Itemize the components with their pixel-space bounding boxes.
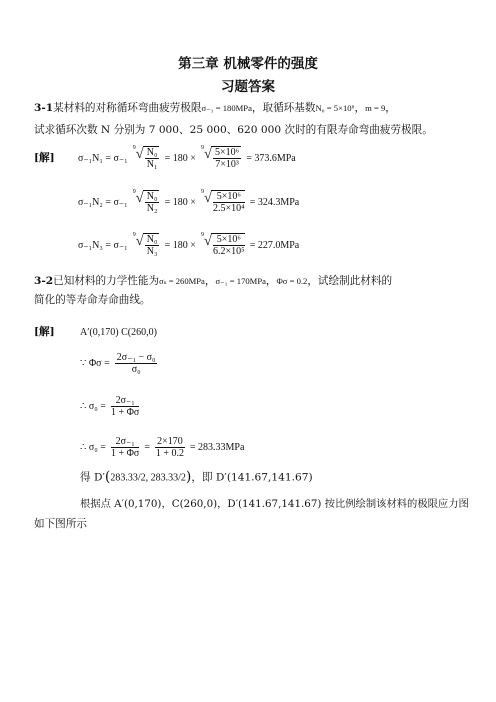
n0-definition: N₀ = 5×10⁶ [315,103,355,113]
problem-3-2-statement-line2: 简化的等寿命寿命曲线。 [34,294,151,306]
section-subtitle: 习题答案 [221,79,275,95]
equation-3: σ₋₁N₃ = σ₋₁ 9 √ $\frac{\text{N₀}}{\text{N₃}}$ = 180 × 9 √ $\frac{\text{5×10⁶}}{\text{6.2×10⁵}}$ = 227.0MPa [78,232,300,257]
equation-2: σ₋₁N₂ = σ₋₁ 9 √ $\frac{\text{N₀}}{\text{N₂}}$ = 180 × 9 √ $\frac{\text{5×10⁶}}{\text{2.5×10⁴}}$ = 324.3MPa [78,189,300,214]
given-points: A′(0,170) C(260,0) [80,327,157,338]
m-definition: m = 9 [365,103,386,113]
problem-3-1-statement-line2: 试求循环次数 N 分别为 7 000、25 000、620 000 次时的有限寿命弯曲疲劳极限。 [34,124,433,136]
solution-label-2: [解] [34,326,55,338]
sigma-definition: σ₋₁ = 180MPa [201,103,252,113]
problem-3-2-statement-line1: 3-2已知材料的力学性能为σₛ = 260MPa，σ₋₁ = 170MPa，Φσ = 0.2，试绘制此材料的 [34,275,393,287]
equation-therefore-1: ∴ σ₀ = $\frac{\text{2σ₋₁}}{1 + \Phi\sigma}$ [80,395,140,418]
problem-number: 3-2 [34,275,54,287]
problem-number: 3-1 [34,102,54,114]
conclusion-line2: 如下图所示 [34,518,87,530]
equation-therefore-2: ∴ σ₀ = $\frac{\text{2σ₋₁}}{1 + \Phi\sigma}$ = $\frac{2\times 170}{1 + 0.2}$ = 283.33MPa [80,436,245,459]
conclusion-line1: 根据点 A′(0,170)，C(260,0)，D′(141.67,141.67) 按比例绘制该材料的极限应力图 [80,498,469,510]
chapter-title: 第三章 机械零件的强度 [178,56,318,72]
solution-label: [解] [34,152,55,164]
problem-3-1-statement-line1: 3-1某材料的对称循环弯曲疲劳极限σ₋₁ = 180MPa，取循环基数N₀ = 5×10⁶，m = 9， [34,102,396,114]
point-d-result: 得 D′(283.33/2, 283.33/2)，即 D′(141.67,141.67) [80,469,313,485]
equation-1: σ₋₁N₁ = σ₋₁ 9 √ $\frac{\text{N₀}}{\text{N₁}}$ = 180 × 9 √ $\frac{\text{5×10⁶}}{\text{7×10³}}$ = 373.6MPa [78,145,296,170]
equation-because: ∵ Φσ = $\frac{\text{2σ₋₁ − σ₀}}{\text{σ₀}}$ [80,352,156,375]
